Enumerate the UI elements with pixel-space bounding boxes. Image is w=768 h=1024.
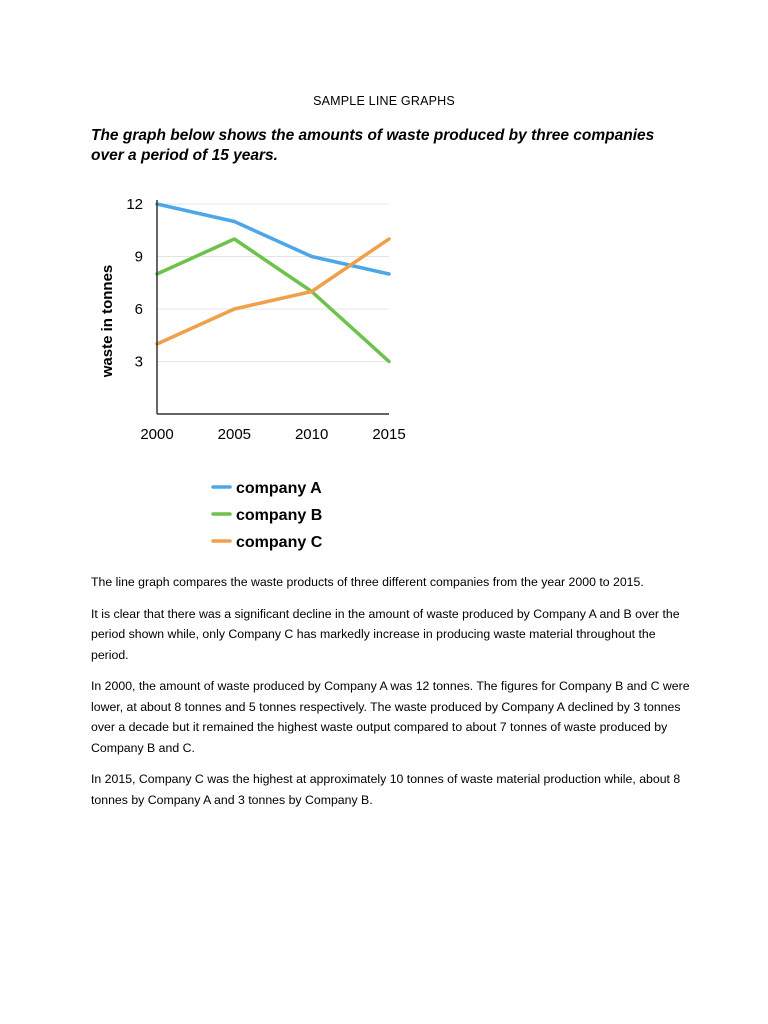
x-tick-label: 2000 xyxy=(140,426,174,443)
legend-label: company B xyxy=(236,507,323,524)
task-prompt: The graph below shows the amounts of waste produced by three companies over a period of 15 years. xyxy=(91,127,655,164)
legend-label: company A xyxy=(236,480,322,497)
paragraph-1: The line graph compares the waste products of three different companies from the year 2000 to 2015. xyxy=(91,575,644,589)
legend xyxy=(213,480,323,551)
y-tick-label: 6 xyxy=(134,301,143,318)
answer-text xyxy=(91,572,691,821)
y-tick-label: 12 xyxy=(126,196,143,213)
tick-labels xyxy=(126,196,405,443)
series-lines xyxy=(157,204,389,362)
x-tick-label: 2005 xyxy=(217,426,252,443)
y-axis-label: waste in tonnes xyxy=(99,264,116,378)
x-tick-label: 2010 xyxy=(294,426,329,443)
paragraph-4: In 2015, Company C was the highest at approximately 10 tonnes of waste material production while, about 8 tonnes by Company A and 3 tonnes by Company B. xyxy=(91,772,681,807)
line-chart-svg xyxy=(90,190,420,570)
paragraph-3: In 2000, the amount of waste produced by Company A was 12 tonnes. The figures for Company B and C were lower, at about 8 tonnes and 5 tonnes respectively. The waste produced by Company A declined by 3 tonnes over a decade but it remained the highest waste output compared to about 7 tonnes of waste produced by Company B and C. xyxy=(91,679,690,755)
y-tick-label: 9 xyxy=(134,248,143,266)
page-title: SAMPLE LINE GRAPHS xyxy=(313,94,455,108)
paragraph-2: It is clear that there was a significant decline in the amount of waste produced by Company A and B over the period shown while, only Company C has markedly increase in producing waste material throughout the period. xyxy=(91,606,680,662)
y-tick-label: 3 xyxy=(134,353,143,371)
axes xyxy=(157,200,389,414)
line-chart xyxy=(90,190,420,570)
legend-label: company C xyxy=(236,534,323,551)
grid xyxy=(157,204,389,362)
x-tick-label: 2015 xyxy=(372,426,406,443)
